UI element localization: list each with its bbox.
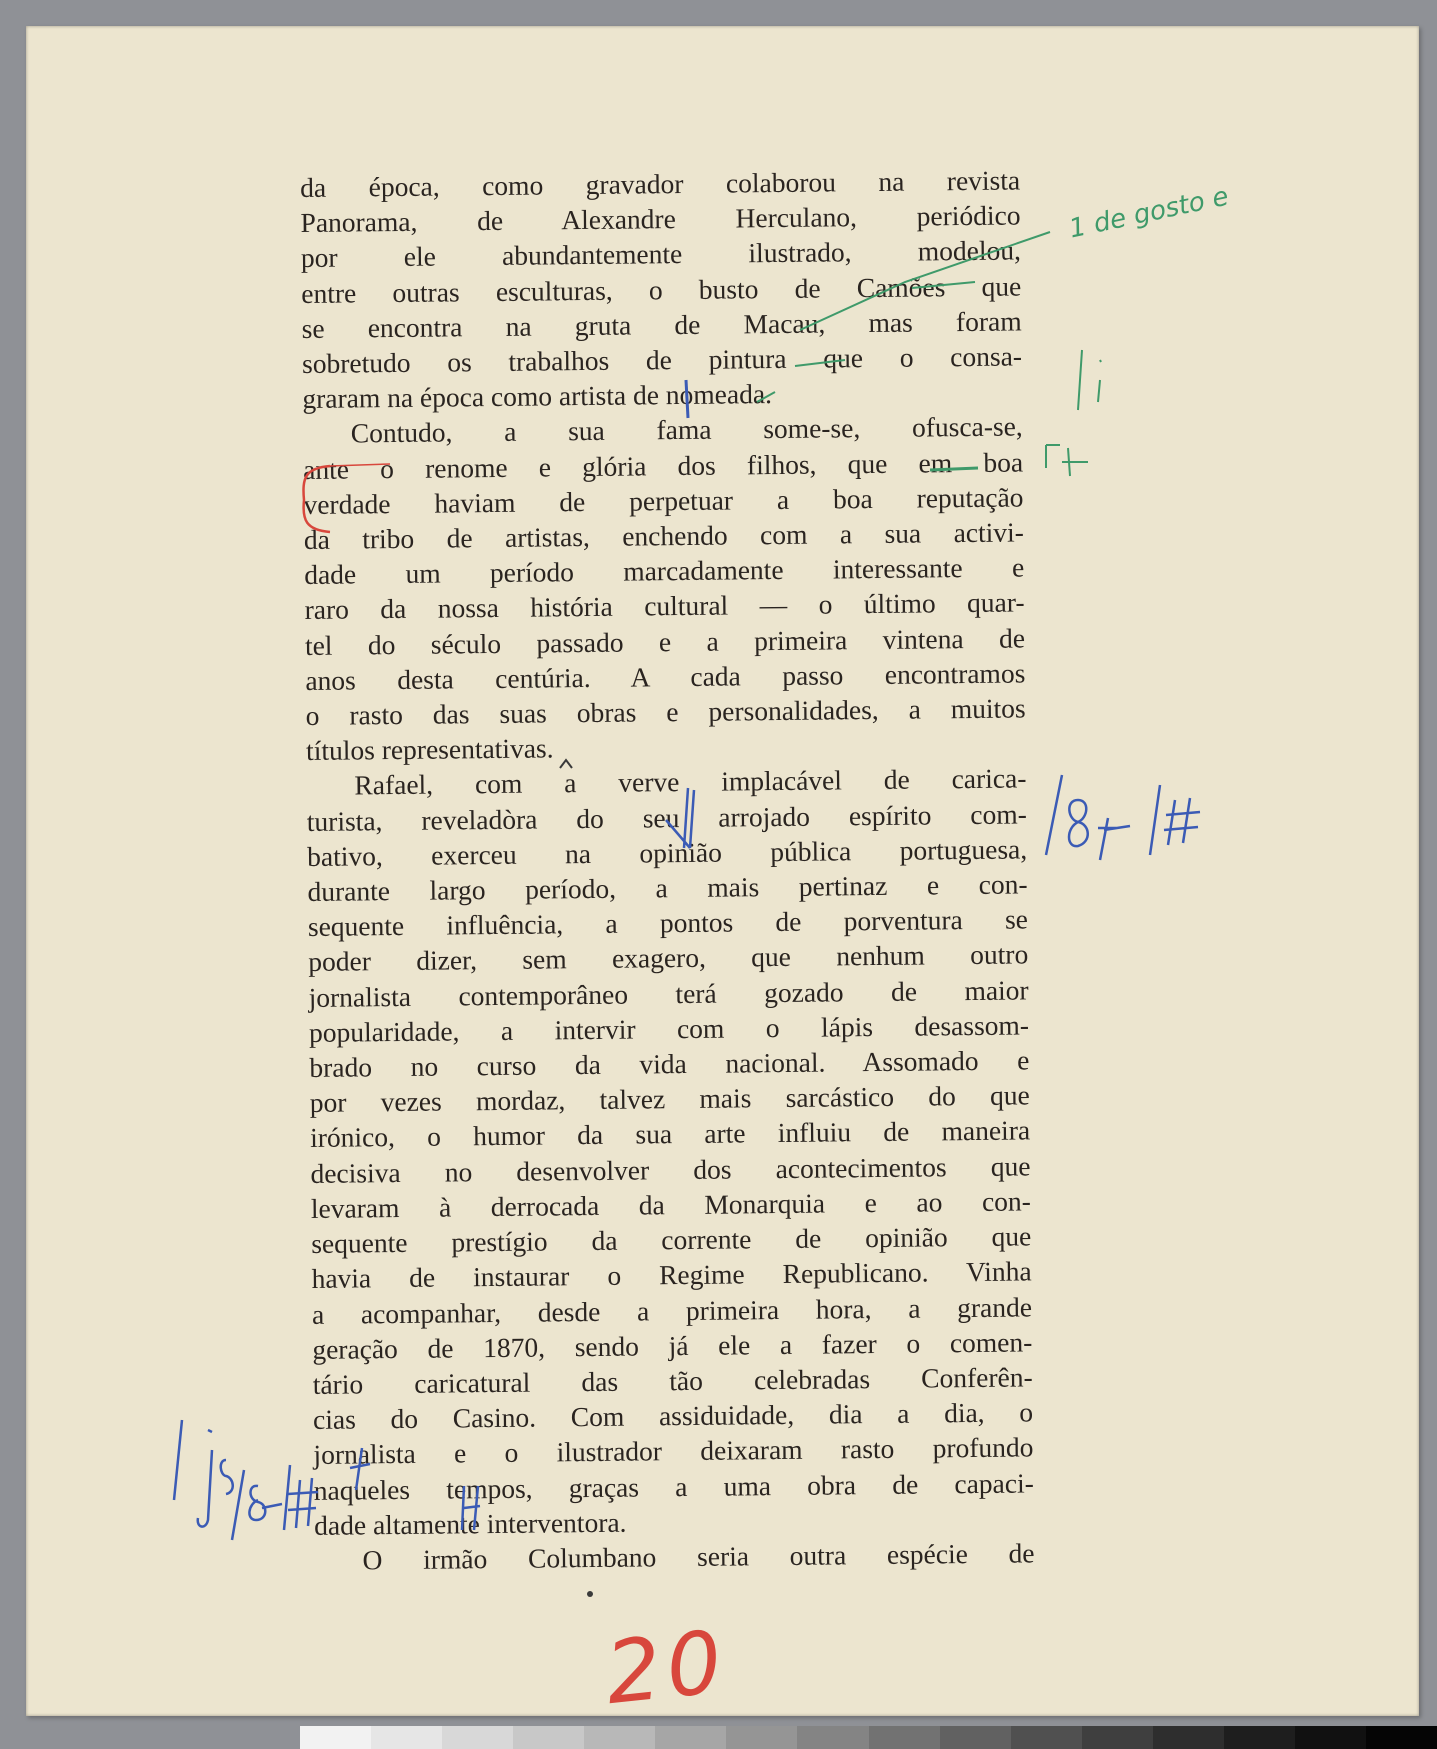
blue-insertion-mark: [666, 788, 694, 848]
text-line: títulos representativas.: [305, 732, 554, 767]
text-line: popularidade, a intervir com o lápis desassom-: [308, 1009, 1030, 1048]
text-line: sequente influência, a pontos de porventura se: [307, 903, 1029, 943]
blue-margin-mark: [1098, 818, 1130, 860]
text-line: levaram à derrocada da Monarquia e ao con-: [310, 1185, 1031, 1224]
text-line: da tribo de artistas, enchendo com a sua activi-: [303, 516, 1024, 556]
text-line: tel do século passado e a primeira vintena de: [304, 622, 1026, 661]
text-line: sequente prestígio da corrente de opinião que: [311, 1220, 1032, 1260]
blue-insertion-mark: [462, 1486, 480, 1530]
text-line: Panorama, de Alexandre Herculano, periódico: [300, 199, 1021, 239]
text-line: o rasto das suas obras e personalidades, a muitos: [305, 692, 1026, 732]
green-insertion-line: [800, 232, 1050, 330]
blue-margin-mark: [232, 1470, 244, 1540]
green-margin-note: 1 de gosto e: [1066, 181, 1232, 245]
green-strike-mark: [757, 392, 775, 402]
green-strike-mark: [795, 360, 845, 366]
text-line: por ele abundantemente ilustrado, modelou,: [300, 234, 1022, 274]
green-margin-mark: [1046, 445, 1088, 476]
red-bracket: [303, 466, 330, 532]
green-strike-mark: [912, 282, 975, 288]
text-line: Rafael, com a verve implacável de carica-: [354, 762, 1027, 801]
blue-margin-mark: [174, 1420, 182, 1500]
blue-margin-mark: [1069, 800, 1088, 846]
text-line: jornalista e o ilustrador deixaram rasto profundo: [313, 1431, 1034, 1471]
text-line: O irmão Columbano seria outra espécie de: [362, 1537, 1035, 1576]
blue-insertion-mark: [350, 1448, 370, 1490]
blue-insertion-mark: [686, 380, 688, 418]
text-line: graram na época como artista de nomeada.: [302, 378, 773, 415]
text-line: havia de instaurar o Regime Republicano. Vinha: [311, 1255, 1032, 1295]
text-line: durante largo período, a mais pertinaz e con-: [307, 868, 1028, 908]
text-line: dade um período marcadamente interessante e: [304, 551, 1025, 591]
text-line: ante o renome e glória dos filhos, que em boa: [302, 446, 1024, 485]
text-line: entre outras esculturas, o busto de Camões que: [301, 270, 1022, 309]
text-line: anos desta centúria. A cada passo encontramos: [305, 657, 1026, 696]
text-line: raro da nossa história cultural — o último quar-: [304, 586, 1025, 626]
ink-dot: [587, 1591, 593, 1597]
insertion-caret: [560, 760, 572, 768]
page-number: 20: [601, 1611, 733, 1725]
text-line: verdade haviam de perpetuar a boa reputação: [303, 481, 1024, 520]
blue-margin-mark: [1150, 785, 1200, 855]
text-line: tário caricatural das tão celebradas Conferên-: [312, 1361, 1033, 1400]
blue-margin-mark: [249, 1486, 282, 1520]
text-line: dade altamente interventora.: [314, 1506, 627, 1541]
blue-margin-mark: [198, 1430, 212, 1527]
text-line: se encontra na gruta de Macau, mas foram: [301, 305, 1022, 344]
text-line: cias do Casino. Com assiduidade, dia a dia, o: [312, 1396, 1034, 1436]
blue-margin-mark: [284, 1465, 318, 1530]
green-strike-mark: [930, 468, 978, 470]
text-line: bativo, exerceu na opinião pública portuguesa,: [307, 833, 1028, 872]
text-line: turista, reveladòra do seu arrojado espírito com-: [306, 798, 1027, 837]
text-line: decisiva no desenvolver dos acontecimentos que: [310, 1150, 1031, 1189]
text-line: a acompanhar, desde a primeira hora, a grande: [311, 1290, 1033, 1330]
text-line: sobretudo os trabalhos de pintura que o consa-: [301, 340, 1023, 380]
green-margin-mark: [1078, 350, 1101, 410]
text-line: irónico, o humor da sua arte influiu de maneira: [309, 1114, 1031, 1154]
scale-bar: [300, 1726, 1437, 1749]
blue-margin-mark: [221, 1460, 233, 1494]
text-line: naqueles tempos, graças a uma obra de capaci-: [313, 1466, 1034, 1506]
text-line: por vezes mordaz, talvez mais sarcástico do que: [309, 1079, 1030, 1119]
text-line: Contudo, a sua fama some-se, ofusca-se,: [350, 410, 1023, 449]
text-line: poder dizer, sem exagero, que nenhum outro: [308, 938, 1029, 978]
text-line: da época, como gravador colaborou na revista: [300, 164, 1021, 203]
text-line: geração de 1870, sendo já ele a fazer o comen-: [312, 1326, 1033, 1365]
text-line: brado no curso da vida nacional. Assomado e: [309, 1044, 1030, 1084]
text-line: jornalista contemporâneo terá gozado de maior: [308, 974, 1029, 1013]
red-bracket: [330, 464, 390, 466]
blue-margin-mark: [1046, 775, 1062, 855]
